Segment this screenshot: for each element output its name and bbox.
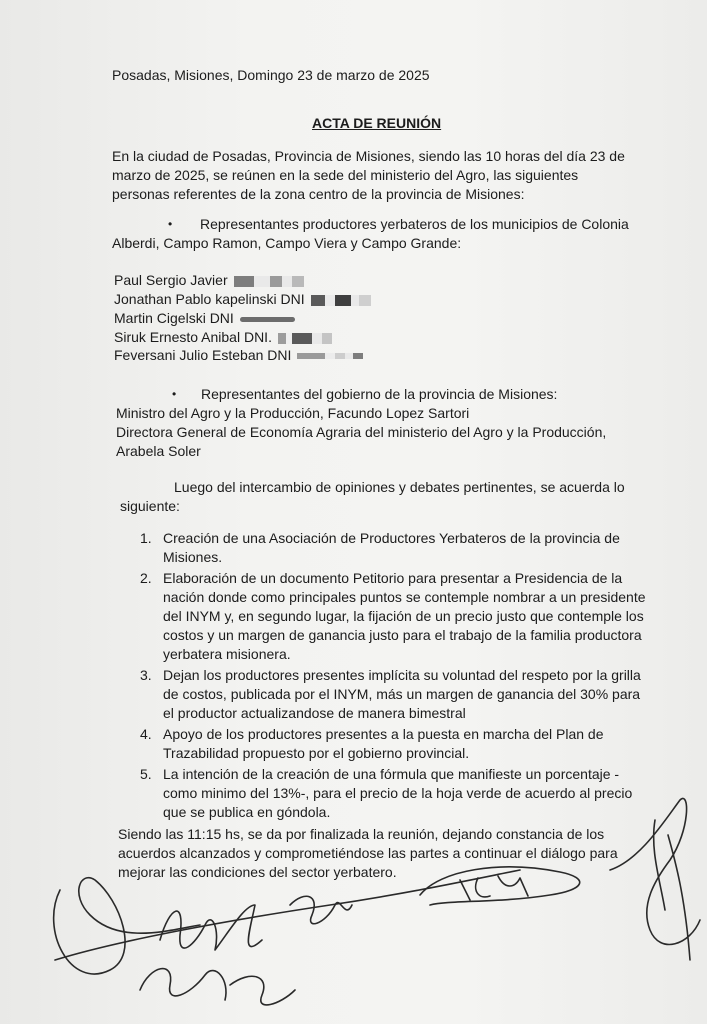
item-line: Dejan los productores presentes implícita su voluntad del respeto por la grilla <box>163 667 641 683</box>
intro-line: marzo de 2025, se reúnen en la sede del ministerio del Agro, las siguientes <box>112 167 579 183</box>
item-line: del INYM y, en segundo lugar, la fijación de un precio justo que contemple los <box>163 608 644 624</box>
government-line: Ministro del Agro y la Producción, Facundo Lopez Sartori <box>116 405 470 421</box>
government-line: Arabela Soler <box>116 443 201 459</box>
item-line: costos y un margen de ganancia justo para el trabajo de la familia productora <box>163 627 642 643</box>
bullet-icon: • <box>168 217 173 231</box>
item-number: 2. <box>140 570 152 586</box>
item-line: Trazabilidad propuesto por el gobierno provincial. <box>163 745 470 761</box>
agreement-intro-line: siguiente: <box>120 498 180 514</box>
item-line: como minimo del 13%-, para el precio de la hoja verde de acuerdo al precio <box>163 785 633 801</box>
item-line: Creación de una Asociación de Productores Yerbateros de la provincia de <box>163 530 620 546</box>
item-number: 1. <box>140 530 152 546</box>
agreement-intro-line: Luego del intercambio de opiniones y debates pertinentes, se acuerda lo <box>174 479 625 495</box>
producer-name: Paul Sergio Javier <box>114 272 228 288</box>
document-title: ACTA DE REUNIÓN <box>312 115 442 131</box>
item-line: Misiones. <box>163 549 223 565</box>
item-line: yerbatera misionera. <box>163 646 291 662</box>
bullet-icon: • <box>172 387 177 401</box>
intro-line: En la ciudad de Posadas, Provincia de Misiones, siendo las 10 horas del día 23 de <box>112 148 625 164</box>
signature-stroke <box>230 976 295 1005</box>
producer-name: Siruk Ernesto Anibal DNI. <box>114 329 272 345</box>
signature-stroke <box>140 969 226 1000</box>
closing-line: acuerdos alcanzados y comprometiéndose las partes a continuar el diálogo para <box>118 845 618 861</box>
item-line: el productor actualizandose de manera bimestral <box>163 705 466 721</box>
item-number: 4. <box>140 726 152 742</box>
signature-stroke <box>160 905 262 950</box>
intro-line: personas referentes de la zona centro de la provincia de Misiones: <box>112 186 525 202</box>
item-line: Apoyo de los productores presentes a la puesta en marcha del Plan de <box>163 726 604 742</box>
producers-heading-line: Alberdi, Campo Ramon, Campo Viera y Campo Grande: <box>112 235 462 251</box>
producer-name: Jonathan Pablo kapelinski DNI <box>114 291 305 307</box>
item-line: Elaboración de un documento Petitorio para presentar a Presidencia de la <box>163 570 623 586</box>
closing-line: mejorar las condiciones del sector yerbatero. <box>118 864 397 880</box>
item-line: nación donde como principales puntos se contemple nombrar a un presidente <box>163 589 646 605</box>
item-line: que se publica en góndola. <box>163 804 331 820</box>
item-number: 3. <box>140 667 152 683</box>
closing-line: Siendo las 11:15 hs, se da por finalizada la reunión, dejando constancia de los <box>118 826 605 842</box>
signature-stroke <box>54 878 200 974</box>
item-line: La intención de la creación de una fórmula que manifieste un porcentaje - <box>163 766 620 782</box>
government-line: Directora General de Economía Agraria del ministerio del Agro y la Producción, <box>116 424 607 440</box>
producer-name: Feversani Julio Esteban DNI <box>114 347 292 363</box>
producer-name: Martin Cigelski DNI <box>114 310 234 326</box>
government-heading: Representantes del gobierno de la provincia de Misiones: <box>201 386 558 402</box>
item-number: 5. <box>140 766 152 782</box>
item-line: de costos, publicada por el INYM, más un margen de ganancia del 30% para <box>163 686 641 702</box>
place-date: Posadas, Misiones, Domingo 23 de marzo de 2025 <box>112 67 430 83</box>
producers-heading-line: Representantes productores yerbateros de los municipios de Colonia <box>200 216 629 232</box>
